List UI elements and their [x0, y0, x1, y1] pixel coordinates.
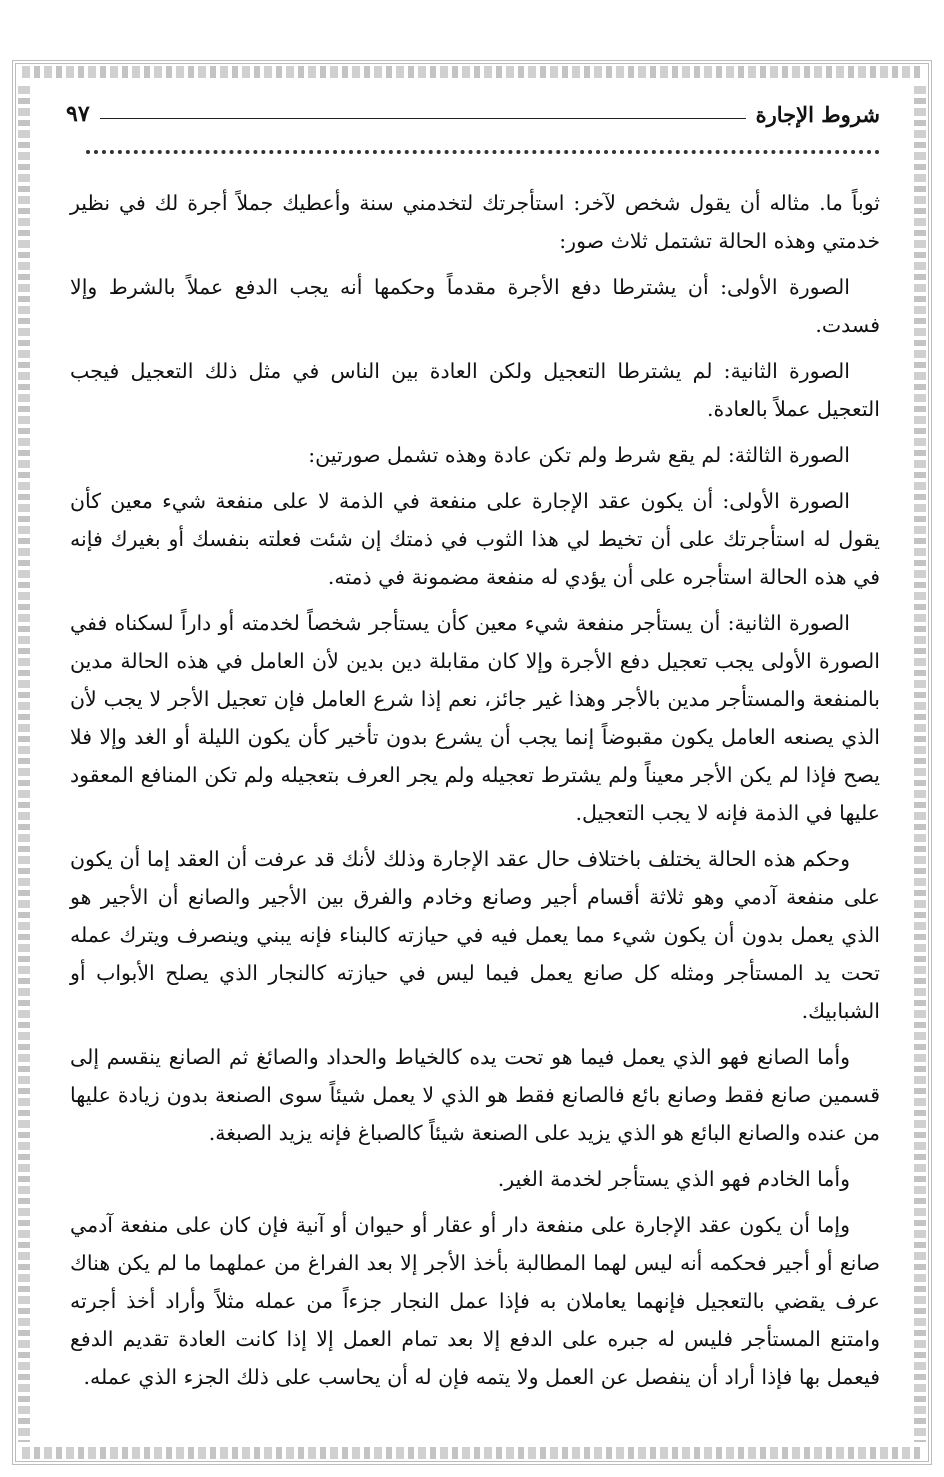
paragraph-subform-two: الصورة الثانية: أن يستأجر منفعة شيء معين كأن يستأجر شخصاً لخدمته أو داراً لسكناه ففي الصورة الأولى يجب تعجيل دفع الأجرة وإلا كان مقابلة دين بدين لأن العامل في هذه الحالة مدين بالمنفعة والمستأجر مدين بالأجر وهذا غير جائز، نعم إذا شرع العامل فإن تعجيل الأجر لا يجب لأن الذي يصنعه العامل يكون مقبوضاً إنما يجب أن يشرع بدون تأخير كأن يكون الليلة أو الغد وإلا فلا يصح فإذا لم يكن الأجر معيناً ولم يشترط تعجيله ولم يجر العرف بتعجيله ولم تكن المنافع المعقود عليها في الذمة فإنه لا يجب التعجيل.	[70, 611, 880, 825]
ornamental-border-top	[22, 66, 922, 78]
paragraph-property: وإما أن يكون عقد الإجارة على منفعة دار أو عقار أو حيوان أو آنية فإن كان على منفعة آدمي صانع أو أجير فحكمه أنه ليس لهما المطالبة بأخذ الأجر إلا بعد الفراغ من عملهما ما لم يكن هناك عرف يقضي بالتعجيل فإنهما يعاملان به فإذا عمل النجار جزءاً من عمله مثلاً وأراد أخذ أجرته وامتنع المستأجر فليس له جبره على الدفع إلا بعد تمام العمل إلا إذا كانت العادة تقديم الدفع فيعمل بها فإذا أراد أن ينفصل عن العمل ولا يتمه فإن له أن يحاسب على ذلك الجزء الذي عمله.	[70, 1213, 880, 1389]
header-rule	[100, 118, 746, 119]
page-header	[66, 96, 880, 132]
ornamental-border-left	[18, 86, 30, 1442]
paragraph-continuation: ثوباً ما. مثاله أن يقول شخص لآخر: استأجرتك لتخدمني سنة وأعطيك جملاً أجرة لك في نظير خدمتي وهذه الحالة تشتمل ثلاث صور:	[70, 191, 880, 253]
paragraph-ruling: وحكم هذه الحالة يختلف باختلاف حال عقد الإجارة وذلك لأنك قد عرفت أن العقد إما أن يكون على منفعة آدمي وهو ثلاثة أقسام أجير وصانع وخادم والفرق بين الأجير والصانع أن الأجير هو الذي يعمل بدون أن يكون شيء مما يعمل فيه في حيازته كالبناء فإنه يبني وينصرف ويترك عمله تحت يد المستأجر ومثله كل صانع يعمل فيما ليس في حيازته كالنجار الذي يصلح الأبواب أو الشبابيك.	[70, 847, 880, 1023]
paragraph-form-one: الصورة الأولى: أن يشترطا دفع الأجرة مقدماً وحكمها أنه يجب الدفع عملاً بالشرط وإلا فسدت.	[70, 275, 880, 337]
page-number: ٩٧	[66, 101, 90, 127]
ornamental-border-right	[914, 86, 926, 1442]
running-title: شروط الإجارة	[755, 101, 880, 127]
dotted-separator	[86, 150, 880, 154]
paragraph-form-three: الصورة الثالثة: لم يقع شرط ولم تكن عادة وهذه تشمل صورتين:	[308, 443, 850, 467]
paragraph-craftsman: وأما الصانع فهو الذي يعمل فيما هو تحت يده كالخياط والحداد والصائغ ثم الصانع ينقسم إلى قسمين صانع فقط وصانع بائع فالصانع فقط هو الذي لا يعمل شيئاً سوى الصنعة بدون زيادة عليها من عنده والصانع البائع هو الذي يزيد على الصنعة شيئاً كالصباغ فإنه يزيد الصبغة.	[70, 1045, 880, 1145]
paragraph-form-two: الصورة الثانية: لم يشترطا التعجيل ولكن العادة بين الناس في مثل ذلك التعجيل فيجب التعجيل عملاً بالعادة.	[70, 359, 880, 421]
page-body	[70, 184, 880, 1404]
paragraph-subform-one: الصورة الأولى: أن يكون عقد الإجارة على منفعة في الذمة لا على منفعة شيء معين كأن يقول له استأجرتك على أن تخيط لي هذا الثوب في ذمتك إن شئت فعلته بنفسك أو بغيرك فإنه في هذه الحالة استأجره على أن يؤدي له منفعة مضمونة في ذمته.	[70, 489, 880, 589]
ornamental-border-bottom	[22, 1447, 922, 1459]
paragraph-servant: وأما الخادم فهو الذي يستأجر لخدمة الغير.	[497, 1167, 850, 1191]
